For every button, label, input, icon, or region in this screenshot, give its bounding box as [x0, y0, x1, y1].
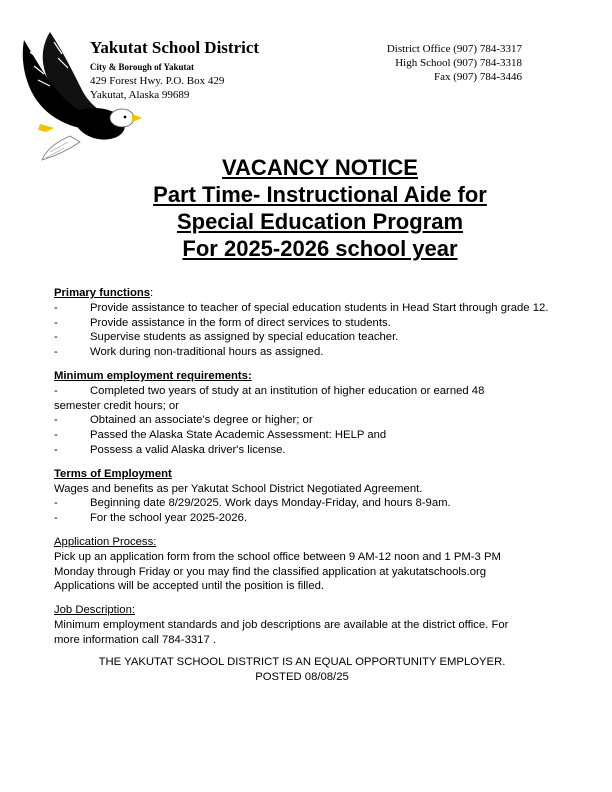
- job-description-line: Minimum employment standards and job descriptions are available at the district office. For: [54, 618, 509, 631]
- heading-colon: :: [150, 287, 154, 299]
- org-name: Yakutat School District: [90, 38, 260, 57]
- application-line: Monday through Friday or you may find the classified application at yakutatschools.org: [54, 565, 487, 578]
- title-line-1: VACANCY NOTICE: [222, 155, 418, 180]
- district-letterhead: [90, 38, 259, 102]
- notice-body: [54, 286, 584, 648]
- list-item: - Completed two years of study at an institution of higher education or earned 48: [54, 384, 485, 397]
- minimum-requirements-heading: Minimum employment requirements:: [54, 369, 252, 382]
- contact-high-school: High School (907) 784-3318: [395, 57, 522, 69]
- title-line-3: Special Education Program: [176, 209, 464, 234]
- eeo-footer: [0, 655, 604, 685]
- list-item: - For the school year 2025-2026.: [54, 512, 247, 525]
- application-line: Pick up an application form from the school office between 9 AM-12 noon and 1 PM-3 PM: [54, 550, 501, 563]
- job-description-line: more information call 784-3317 .: [54, 633, 217, 646]
- terms-section: [54, 467, 584, 526]
- job-description-heading: Job Description:: [54, 604, 135, 617]
- list-item: - Passed the Alaska State Academic Assessment: HELP and: [54, 429, 387, 442]
- list-item: - Provide assistance in the form of direct services to students.: [54, 316, 391, 329]
- sub-name: City & Borough of Yakutat: [90, 62, 195, 72]
- application-line: Applications will be accepted until the position is filled.: [54, 580, 325, 593]
- application-heading: Application Process:: [54, 535, 157, 548]
- list-item: - Beginning date 8/29/2025. Work days Monday-Friday, and hours 8-9am.: [54, 497, 451, 510]
- address-line-1: 429 Forest Hwy. P.O. Box 429: [90, 75, 225, 87]
- terms-intro: Wages and benefits as per Yakutat School District Negotiated Agreement.: [54, 482, 423, 495]
- title-line-2: Part Time- Instructional Aide for: [153, 182, 487, 207]
- contact-fax: Fax (907) 784-3446: [434, 71, 522, 83]
- list-item-continued: semester credit hours; or: [54, 399, 179, 412]
- posted-date: POSTED 08/08/25: [255, 670, 349, 683]
- primary-functions-heading: Primary functions: [54, 287, 151, 299]
- eeo-statement: THE YAKUTAT SCHOOL DISTRICT IS AN EQUAL OPPORTUNITY EMPLOYER.: [98, 656, 506, 668]
- terms-heading: Terms of Employment: [54, 467, 172, 480]
- job-description-section: [54, 603, 584, 647]
- vacancy-title: [0, 154, 612, 262]
- title-line-4: For 2025-2026 school year: [182, 236, 458, 261]
- application-section: [54, 535, 584, 594]
- list-item: - Supervise students as assigned by special education teacher.: [54, 331, 399, 344]
- list-item: - Obtained an associate's degree or higher; or: [54, 414, 313, 427]
- primary-functions-section: [54, 286, 584, 360]
- address-line-2: Yakutat, Alaska 99689: [90, 89, 190, 101]
- contact-block: [387, 42, 522, 84]
- list-item: - Possess a valid Alaska driver's license.: [54, 443, 286, 456]
- contact-district-office: District Office (907) 784-3317: [386, 43, 522, 55]
- minimum-requirements-section: [54, 369, 584, 458]
- list-item: - Work during non-traditional hours as assigned.: [54, 346, 324, 359]
- list-item: - Provide assistance to teacher of special education students in Head Start through grade 12.: [54, 301, 549, 314]
